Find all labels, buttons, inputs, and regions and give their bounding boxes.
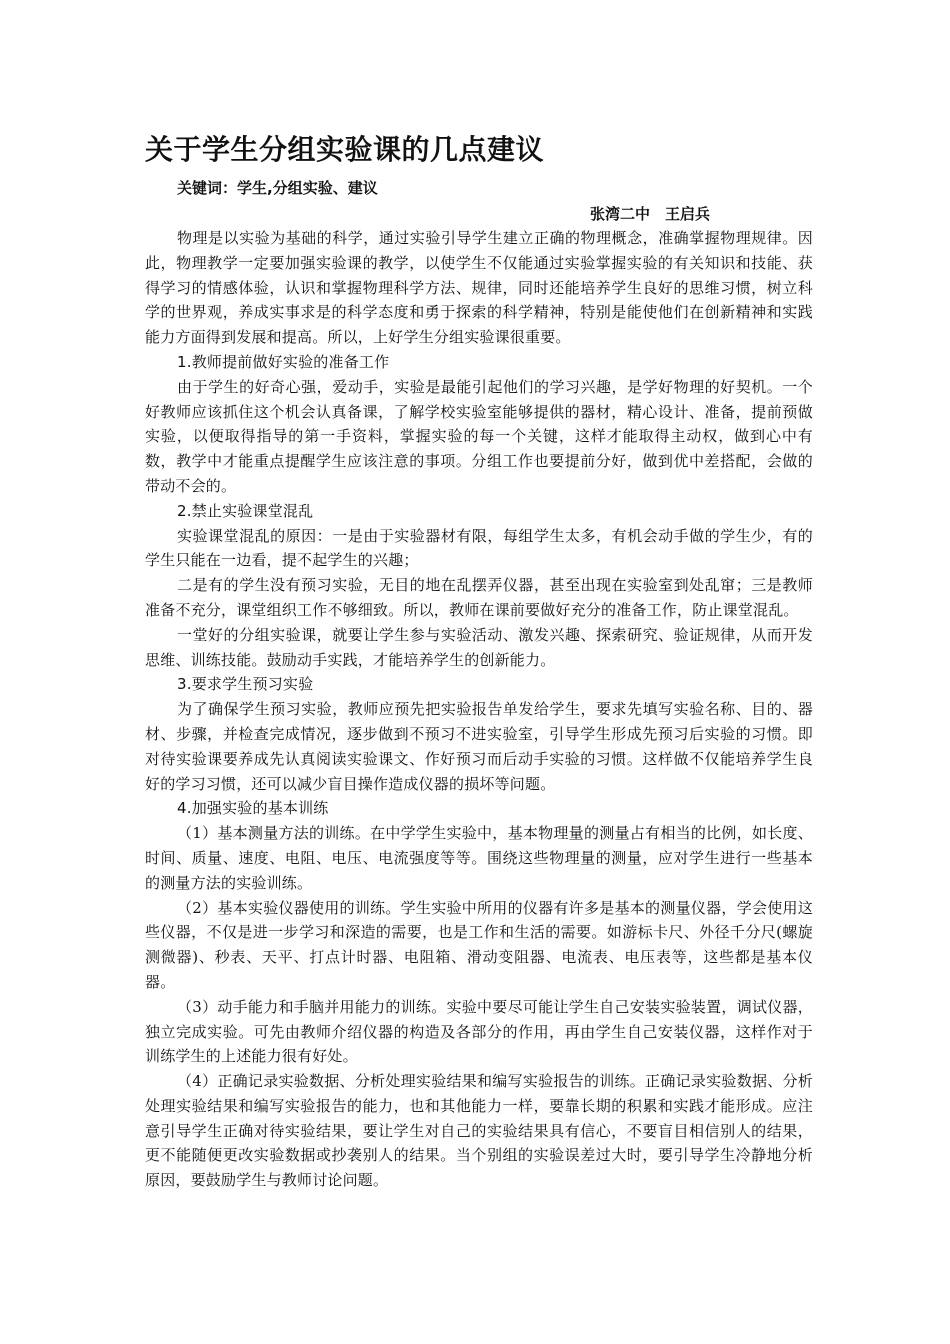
- section-heading-3: 3.要求学生预习实验: [177, 675, 314, 694]
- body-paragraph: 由于学生的好奇心强，爱动手，实验是最能引起他们的学习兴趣，是学好物理的好契机。一个好教师应该抓住这个机会认真备课，了解学校实验室能够提供的器材，精心设计、准备，提前预做实验，以便取得指导的第一手资料，掌握实验的每一个关键，这样才能取得主动权，做到心中有数，教学中才能重点提醒学生应该注意的事项。分组工作也要提前分好，做到优中差搭配，会做的带动不会的。: [145, 377, 813, 495]
- keywords-line: 关键词：学生,分组实验、建议: [177, 179, 378, 197]
- intro-paragraph: 物理是以实验为基础的科学，通过实验引导学生建立正确的物理概念，准确掌握物理规律。因此，物理教学一定要加强实验课的教学，以使学生不仅能通过实验掌握实验的有关知识和技能、获得学习的情感体验，认识和掌握物理科学方法、规律，同时还能培养学生良好的思维习惯，树立科学的世界观，养成实事求是的科学态度和勇于探索的科学精神，特别是能使他们在创新精神和实践能力方面得到发展和提高。所以，上好学生分组实验课很重要。: [145, 229, 813, 347]
- document-title: 关于学生分组实验课的几点建议: [145, 133, 545, 166]
- body-paragraph: （1）基本测量方法的训练。在中学学生实验中，基本物理量的测量占有相当的比例，如长度、时间、质量、速度、电阻、电压、电流强度等等。围绕这些物理量的测量，应对学生进行一些基本的测量方法的实验训练。: [145, 824, 813, 892]
- author-line: 张湾二中 王启兵: [590, 205, 711, 223]
- body-paragraph: 为了确保学生预习实验，教师应预先把实验报告单发给学生，要求先填写实验名称、目的、器材、步骤，并检查完成情况，逐步做到不预习不进实验室，引导学生形成先预习后实验的习惯。即对待实验课要养成先认真阅读实验课文、作好预习而后动手实验的习惯。这样做不仅能培养学生良好的学习习惯，还可以减少盲目操作造成仪器的损坏等问题。: [145, 700, 813, 793]
- document-body: [145, 226, 813, 1193]
- body-paragraph: （2）基本实验仪器使用的训练。学生实验中所用的仪器有许多是基本的测量仪器，学会使用这些仪器，不仅是进一步学习和深造的需要，也是工作和生活的需要。如游标卡尺、外径千分尺(螺旋测微器)、秒表、天平、打点计时器、电阻箱、滑动变阻器、电流表、电压表等，这些都是基本仪器。: [145, 898, 813, 991]
- body-paragraph: （3）动手能力和手脑并用能力的训练。实验中要尽可能让学生自己安装实验装置，调试仪器，独立完成实验。可先由教师介绍仪器的构造及各部分的作用，再由学生自己安装仪器，这样作对于训练学生的上述能力很有好处。: [145, 997, 813, 1066]
- body-paragraph: （4）正确记录实验数据、分析处理实验结果和编写实验报告的训练。正确记录实验数据、分析处理实验结果和编写实验报告的能力，也和其他能力一样，要靠长期的积累和实践才能形成。应注意引导学生正确对待实验结果，要让学生对自己的实验结果具有信心，不要盲目相信别人的结果，更不能随便更改实验数据或抄袭别人的结果。当个别组的实验误差过大时，要引导学生冷静地分析原因，要鼓励学生与教师讨论问题。: [145, 1072, 813, 1190]
- document-page: [145, 128, 813, 1193]
- body-paragraph: 二是有的学生没有预习实验，无目的地在乱摆弄仪器，甚至出现在实验室到处乱窜；三是教师准备不充分，课堂组织工作不够细致。所以，教师在课前要做好充分的准备工作，防止课堂混乱。: [145, 576, 813, 619]
- section-heading-1: 1.教师提前做好实验的准备工作: [177, 352, 390, 371]
- section-heading-2: 2.禁止实验课堂混乱: [177, 501, 314, 520]
- body-paragraph: 实验课堂混乱的原因：一是由于实验器材有限，每组学生太多，有机会动手做的学生少，有的学生只能在一边看，提不起学生的兴趣；: [145, 526, 813, 570]
- section-heading-4: 4.加强实验的基本训练: [177, 799, 329, 818]
- body-paragraph: 一堂好的分组实验课，就要让学生参与实验活动、激发兴趣、探索研究、验证规律，从而开发思维、训练技能。鼓励动手实践，才能培养学生的创新能力。: [145, 625, 813, 669]
